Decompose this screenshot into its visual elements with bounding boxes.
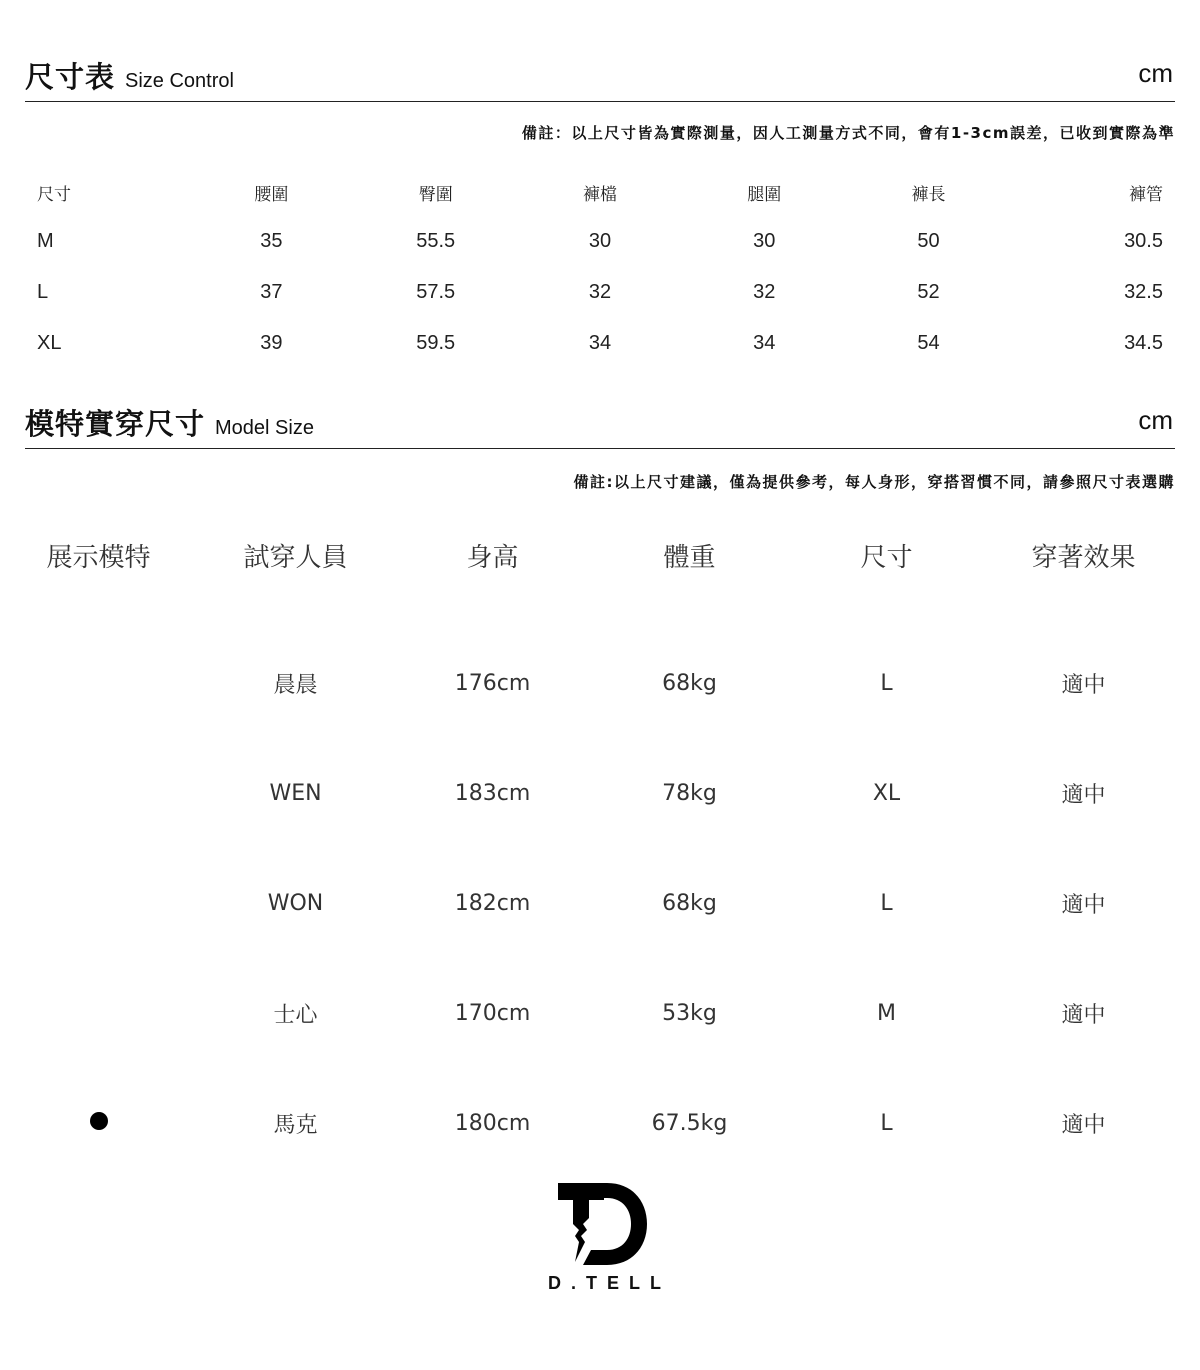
table-cell: 50 [917,230,940,252]
model-section-note: 備註:以上尺寸建議，僅為提供參考，每人身形，穿搭習慣不同，請參照尺寸表選購 [573,473,1175,491]
model-name: 士心 [273,1002,318,1028]
model-table-header: 展示模特 [46,542,151,573]
table-cell: 30.5 [1124,230,1163,252]
table-cell: 32 [588,281,612,303]
table-cell: 54 [917,332,940,354]
model-name: 馬克 [273,1112,318,1138]
model-size: L [880,1110,893,1136]
size-table [25,168,1175,369]
model-marker-cell [0,738,197,848]
size-section-header [25,55,1175,102]
table-cell: 34 [588,332,612,354]
table-row [0,958,1182,1068]
table-cell: 57.5 [416,281,456,303]
table-cell: XL [37,332,62,354]
model-marker-cell [0,958,197,1068]
model-weight: 68kg [662,890,717,916]
dtell-logo-icon [545,1180,655,1270]
table-row [0,848,1182,958]
model-height: 176cm [454,670,531,696]
size-table-header: 褲檔 [582,184,617,205]
model-section-subtitle: Model Size [215,417,314,439]
model-section-header [25,402,1175,449]
model-weight: 78kg [662,780,717,806]
table-cell: 52 [917,281,940,303]
model-name: WEN [269,780,322,806]
model-fit: 適中 [1061,892,1106,918]
model-table [0,520,1182,1178]
model-table-header: 體重 [663,542,716,573]
model-weight: 67.5kg [651,1110,728,1136]
model-size: XL [872,780,901,806]
size-section-unit: cm [1138,58,1173,88]
table-row [25,216,1175,267]
model-size: M [877,1000,896,1026]
size-table-header: 腰圍 [254,184,289,205]
table-row [25,267,1175,318]
table-cell: 32 [753,281,776,303]
model-marker-cell [0,848,197,958]
model-height: 180cm [454,1110,531,1136]
model-table-header: 穿著效果 [1031,542,1136,573]
model-name: 晨晨 [273,672,318,698]
table-cell: 37 [260,281,283,303]
table-cell: 30 [588,230,612,252]
model-fit: 適中 [1061,782,1106,808]
table-cell: 59.5 [416,332,456,354]
table-cell: 32.5 [1124,281,1163,303]
size-table-header: 褲管 [1129,184,1163,205]
model-weight: 53kg [662,1000,717,1026]
size-table-header: 臀圍 [418,184,453,205]
model-marker-cell [0,1068,197,1178]
table-row [0,1068,1182,1178]
table-cell: L [37,281,49,303]
model-height: 170cm [454,1000,531,1026]
model-table-header: 尺寸 [860,542,913,573]
model-name: WON [267,890,324,916]
model-table-header-row [0,520,1182,590]
model-fit: 適中 [1061,1112,1106,1138]
model-height: 182cm [454,890,531,916]
model-fit: 適中 [1061,1002,1106,1028]
size-table-header: 尺寸 [37,184,71,205]
model-size: L [880,670,893,696]
size-table-header-row [25,168,1175,216]
model-fit: 適中 [1061,672,1106,698]
size-section-subtitle: Size Control [125,70,234,92]
table-cell: 55.5 [416,230,456,252]
bullet-dot-icon [90,1112,108,1130]
model-size: L [880,890,893,916]
size-section-note: 備註：以上尺寸皆為實際測量，因人工測量方式不同，會有1-3cm誤差，已收到實際為準 [521,124,1175,142]
table-row [25,318,1175,369]
model-marker-cell [0,590,197,738]
size-section-title: 尺寸表 [25,60,116,94]
model-section-title: 模特實穿尺寸 [25,407,206,441]
brand-wordmark: D.TELL [548,1273,671,1293]
table-cell: 35 [260,230,283,252]
model-height: 183cm [454,780,531,806]
table-cell: M [37,230,54,252]
table-cell: 34 [753,332,776,354]
table-row [0,738,1182,848]
size-table-header: 腿圍 [747,184,782,205]
model-weight: 68kg [662,670,717,696]
model-table-header: 試穿人員 [243,542,348,573]
model-table-header: 身高 [466,542,519,573]
model-section-unit: cm [1138,405,1173,435]
table-cell: 30 [753,230,776,252]
table-cell: 34.5 [1124,332,1163,354]
table-row [0,590,1182,738]
size-table-header: 褲長 [911,184,946,205]
table-cell: 39 [260,332,283,354]
